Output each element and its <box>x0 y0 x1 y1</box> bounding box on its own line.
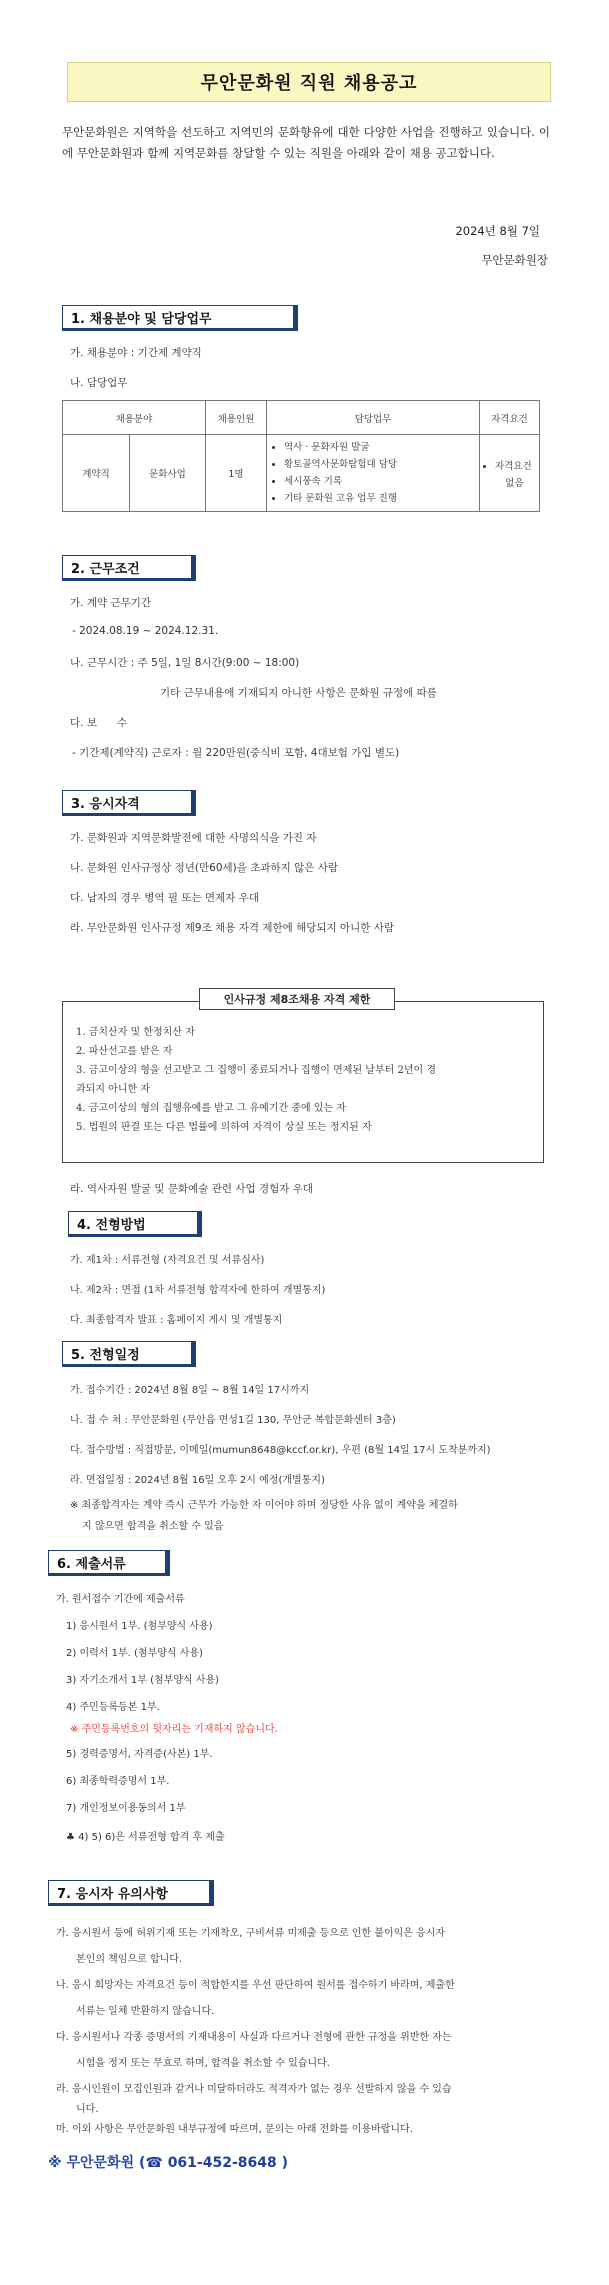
notice-line: 라. 응시인원이 모집인원과 같거나 미달하더라도 적격자가 없는 경우 선발하지 않을 수 있습 <box>56 2084 452 2095</box>
notice-line-cont: 시험을 정지 또는 무효로 하며, 합격을 취소할 수 있습니다. <box>76 2058 330 2069</box>
qualification-a: 가. 문화원과 지역문화발전에 대한 사명의식을 가진 자 <box>70 832 317 844</box>
submission-note: ♣ 4) 5) 6)은 서류전형 합격 후 제출 <box>66 1832 225 1843</box>
qualification-d: 라. 무안문화원 인사규정 제9조 채용 자격 제한에 해당되지 아니한 사람 <box>70 922 395 934</box>
application-period: 가. 접수기간 : 2024년 8월 8일 ~ 8월 14일 17시까지 <box>70 1385 310 1396</box>
recruit-field: 가. 채용분야 : 기간제 계약직 <box>70 347 202 359</box>
intro-paragraph: 무안문화원은 지역학을 선도하고 지역민의 문화향유에 대한 다양한 사업을 진행하고 있습니다. 이에 무안문화원과 함께 지역문화를 창달할 수 있는 직원을 아래와 같이 채용 공고합니다. <box>62 125 550 160</box>
document-item: 4) 주민등록등본 1부. <box>66 1702 160 1713</box>
notice-line: 나. 응시 희망자는 자격요건 등이 적합한지를 우선 판단하여 원서를 접수하기 바라며, 제출한 <box>56 1980 455 1991</box>
section-heading-documents: 6. 제출서류 <box>48 1550 170 1576</box>
document-item: 3) 자기소개서 1부 (첨부양식 사용) <box>66 1675 220 1686</box>
cell-count: 1명 <box>205 435 266 512</box>
contract-period: - 2024.08.19 ~ 2024.12.31. <box>72 625 219 637</box>
disqualification-item: 3. 금고이상의 형을 선고받고 그 집행이 종료되거나 집행이 면제된 날부터 2년이 경 <box>76 1065 436 1076</box>
contract-period-label: 가. 계약 근무기간 <box>70 597 152 609</box>
work-hours: 나. 근무시간 : 주 5일, 1일 8시간(9:00 ~ 18:00) <box>70 657 300 669</box>
section-heading-conditions: 2. 근무조건 <box>62 555 196 581</box>
section-heading-recruitment: 1. 채용분야 및 담당업무 <box>62 305 298 331</box>
disqualification-title: 인사규정 제8조채용 자격 제한 <box>199 988 395 1010</box>
disqualification-item-cont: 과되지 아니한 자 <box>76 1084 150 1095</box>
ssn-warning: ※ 주민등록번호의 뒷자리는 기재하지 않습니다. <box>70 1724 278 1735</box>
document-item: 1) 응시원서 1부. (첨부양식 사용) <box>66 1621 213 1632</box>
disqualification-item: 5. 법원의 판결 또는 다른 법률에 의하여 자격이 상실 또는 정지된 자 <box>76 1122 372 1133</box>
disqualification-item: 4. 금고이상의 형의 집행유예를 받고 그 유예기간 중에 있는 자 <box>76 1103 346 1114</box>
announcement-date: 2024년 8월 7일 <box>455 224 540 238</box>
schedule-note-cont: 지 않으면 합격을 취소할 수 있음 <box>82 1521 224 1532</box>
work-hours-note: 기타 근무내용에 기재되지 아니한 사항은 문화원 규정에 따름 <box>160 687 437 699</box>
application-method: 다. 접수방법 : 직접방문, 이메일(mumun8648@kccf.or.kr), 우편 (8월 14일 17시 도착분까지) <box>70 1445 491 1456</box>
document-item: 5) 경력증명서, 자격증(사본) 1부. <box>66 1749 213 1760</box>
document-item: 2) 이력서 1부. (첨부양식 사용) <box>66 1648 203 1659</box>
section-heading-qualifications: 3. 응시자격 <box>62 790 196 816</box>
document-item: 6) 최종학력증명서 1부. <box>66 1776 170 1787</box>
notice-line: 마. 이외 사항은 무안문화원 내부규정에 따르며, 문의는 아래 전화를 이용바랍니다. <box>56 2124 413 2135</box>
section-heading-schedule: 5. 전형일정 <box>62 1341 196 1367</box>
section-heading-notices: 7. 응시자 유의사항 <box>48 1880 214 1906</box>
cell-field: 문화사업 <box>130 435 206 512</box>
preference-note: 라. 역사자원 발굴 및 문화예술 관련 사업 경험자 우대 <box>70 1183 314 1195</box>
interview-schedule: 라. 면접일정 : 2024년 8월 16일 오후 2시 예정(개별통지) <box>70 1475 325 1486</box>
schedule-note: ※ 최종합격자는 계약 즉시 근무가 가능한 자 이어야 하며 정당한 사유 없이 계약을 체결하 <box>70 1500 458 1511</box>
notice-line-cont: 니다. <box>76 2104 99 2115</box>
recruitment-table <box>62 400 540 512</box>
documents-label: 가. 원서접수 기간에 제출서류 <box>56 1594 185 1605</box>
cell-qualification <box>479 435 539 512</box>
notice-line: 다. 응시원서나 각종 증명서의 기재내용이 사실과 다르거나 전형에 관한 규정을 위반한 자는 <box>56 2032 452 2043</box>
header-count: 채용인원 <box>205 401 266 435</box>
header-field: 채용분야 <box>63 401 206 435</box>
application-place: 나. 접 수 처 : 무안문화원 (무안읍 면성1길 130, 무안군 복합문화센터 3층) <box>70 1415 396 1426</box>
page-title: 무안문화원 직원 채용공고 <box>67 62 551 102</box>
selection-step-2: 나. 제2차 : 면접 (1차 서류전형 합격자에 한하여 개별통지) <box>70 1285 326 1296</box>
qualification-item: • 자격요건 <box>495 458 538 475</box>
notice-line-cont: 서류는 일체 반환하지 않습니다. <box>76 2006 215 2017</box>
duty-label: 나. 담당업무 <box>70 377 128 389</box>
duty-item: • 역사 · 문화자원 발굴 <box>284 439 478 456</box>
document-item: 7) 개인정보이용동의서 1부 <box>66 1803 186 1814</box>
notice-line: 가. 응시원서 등에 허위기재 또는 기재착오, 구비서류 미제출 등으로 인한 불이익은 응시자 <box>56 1928 446 1939</box>
cell-duties <box>266 435 479 512</box>
salary-label: 다. 보 수 <box>70 717 128 729</box>
qualification-item-cont: 없음 <box>505 477 524 489</box>
qualification-b: 나. 문화원 인사규정상 정년(만60세)을 초과하지 않은 사람 <box>70 862 339 874</box>
duty-item: • 황토골역사문화탐험대 담당 <box>284 456 478 473</box>
disqualification-item: 1. 금치산자 및 한정치산 자 <box>76 1027 195 1038</box>
section-heading-selection: 4. 전형방법 <box>68 1211 202 1237</box>
duty-item: • 세시풍속 기록 <box>284 473 478 490</box>
header-qualification: 자격요건 <box>479 401 539 435</box>
header-duty: 담당업무 <box>266 401 479 435</box>
qualification-c: 다. 남자의 경우 병역 필 또는 면제자 우대 <box>70 892 259 904</box>
salary: - 기간제(계약직) 근로자 : 월 220만원(중식비 포함, 4대보험 가입 별도) <box>72 747 400 759</box>
duty-item: • 기타 문화원 고유 업무 진행 <box>284 490 478 507</box>
cell-type: 계약직 <box>63 435 130 512</box>
notice-line-cont: 본인의 책임으로 합니다. <box>76 1954 183 1965</box>
final-announcement: 다. 최종합격자 발표 : 홈페이지 게시 및 개별통지 <box>70 1315 283 1326</box>
selection-step-1: 가. 제1차 : 서류전형 (자격요건 및 서류심사) <box>70 1255 265 1266</box>
signer: 무안문화원장 <box>481 253 548 267</box>
disqualification-item: 2. 파산선고를 받은 자 <box>76 1046 173 1057</box>
contact-phone: ※ 무안문화원 (☎ 061-452-8648 ) <box>48 2155 288 2171</box>
